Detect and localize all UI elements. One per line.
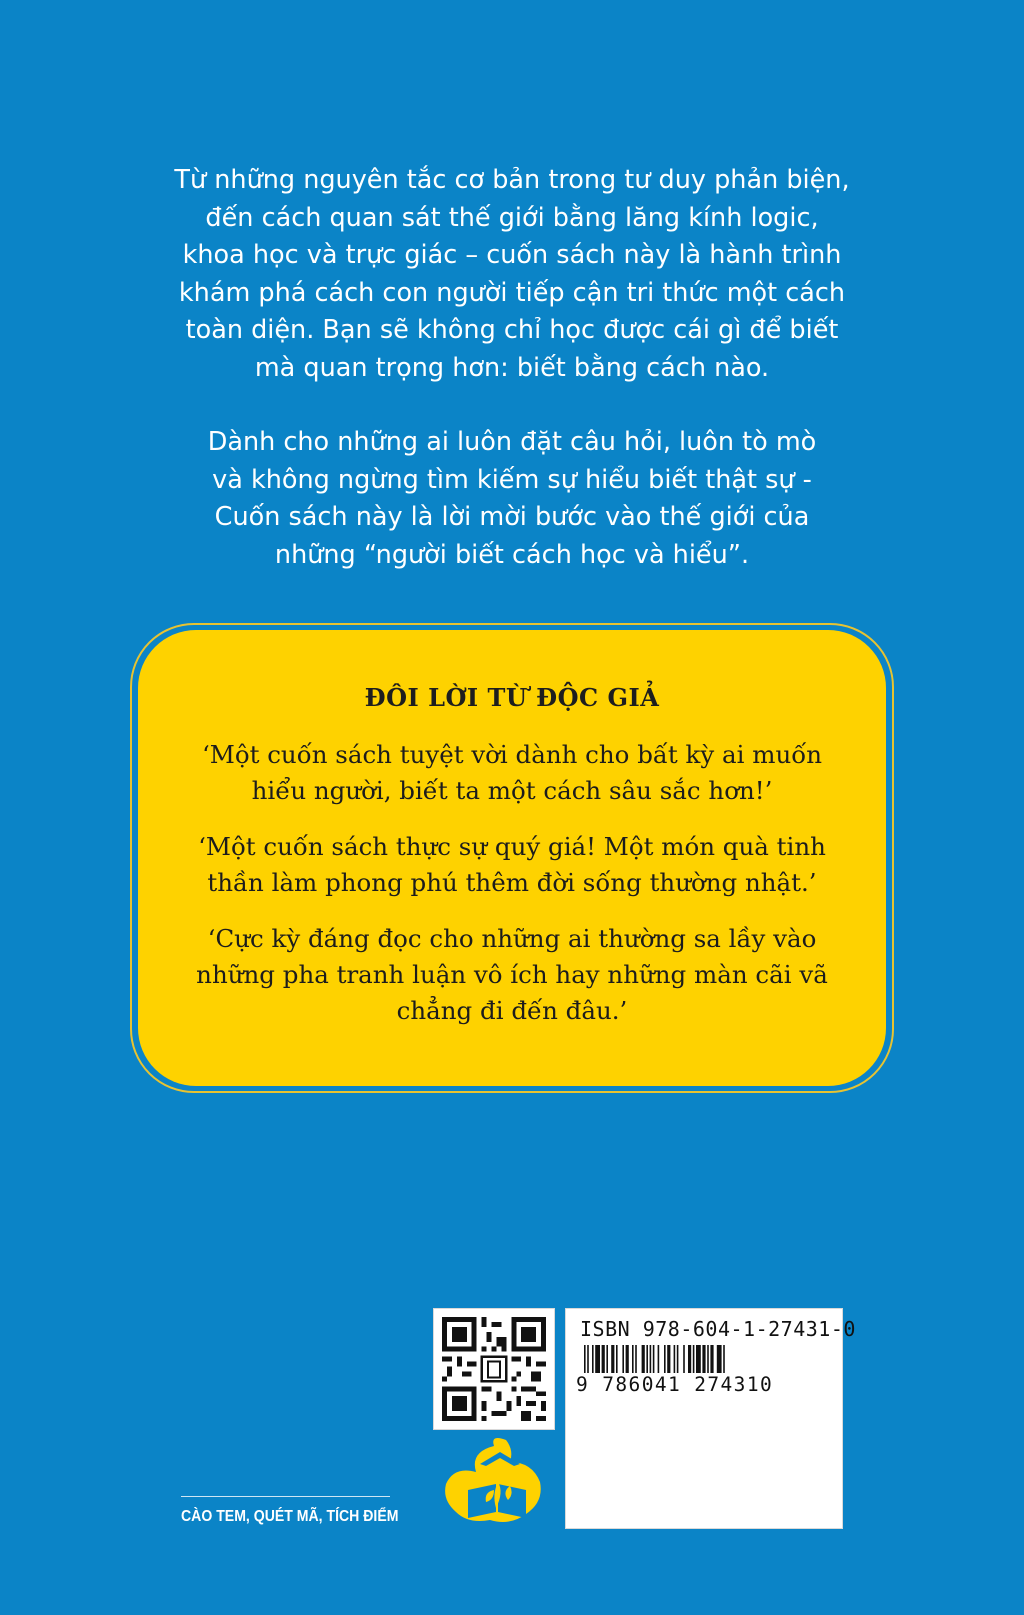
blurb-paragraph-1	[100, 162, 924, 387]
blurb-line: Từ những nguyên tắc cơ bản trong tư duy phản biện,	[174, 165, 850, 195]
quote-line: ‘Một cuốn sách thực sự quý giá! Một món quà tinh	[198, 832, 826, 861]
blurb-line: khoa học và trực giác – cuốn sách này là hành trình	[182, 240, 842, 270]
scratch-label: CÀO TEM, QUÉT MÃ, TÍCH ĐIỂM	[181, 1508, 399, 1525]
review-quote-2	[150, 829, 874, 901]
review-quote-3	[150, 921, 874, 1029]
blurb-line: Dành cho những ai luôn đặt câu hỏi, luôn tò mò	[207, 427, 817, 457]
quote-line: hiểu người, biết ta một cách sâu sắc hơn!’	[251, 776, 773, 805]
blurb-line: mà quan trọng hơn: biết bằng cách nào.	[254, 352, 770, 383]
barcode-digits: 9 786041 274310	[576, 1373, 774, 1396]
divider	[181, 1496, 390, 1497]
blurb-line: và không ngừng tìm kiếm sự hiểu biết thật sự -	[212, 464, 812, 495]
qr-code-icon	[442, 1317, 546, 1421]
barcode-bars	[580, 1345, 828, 1373]
blurb-line: toàn diện. Bạn sẽ không chỉ học được cái gì để biết	[185, 315, 839, 345]
barcode	[565, 1308, 856, 1529]
quote-line: ‘Một cuốn sách tuyệt vời dành cho bất kỳ ai muốn	[201, 740, 823, 769]
blurb-line: những “người biết cách học và hiểu”.	[274, 539, 750, 570]
review-quote-1	[150, 737, 874, 809]
qr-code[interactable]	[433, 1308, 555, 1430]
publisher-logo-icon	[440, 1432, 550, 1533]
blurb	[100, 162, 924, 574]
blurb-line: khám phá cách con người tiếp cận tri thức một cách	[178, 277, 846, 308]
review-title: ĐÔI LỜI TỪ ĐỘC GIẢ	[364, 683, 660, 712]
quote-line: chẳng đi đến đâu.’	[396, 996, 628, 1025]
review-quotes	[150, 737, 874, 1049]
blurb-paragraph-2	[100, 424, 924, 574]
quote-line: thần làm phong phú thêm đời sống thường nhật.’	[207, 868, 817, 897]
isbn-label: ISBN 978-604-1-27431-0	[580, 1317, 856, 1341]
blurb-line: đến cách quan sát thế giới bằng lăng kính logic,	[205, 202, 819, 233]
quote-line: những pha tranh luận vô ích hay những màn cãi vã	[196, 960, 828, 989]
blurb-line: Cuốn sách này là lời mời bước vào thế giới của	[214, 502, 810, 532]
quote-line: ‘Cực kỳ đáng đọc cho những ai thường sa lầy vào	[207, 924, 817, 953]
